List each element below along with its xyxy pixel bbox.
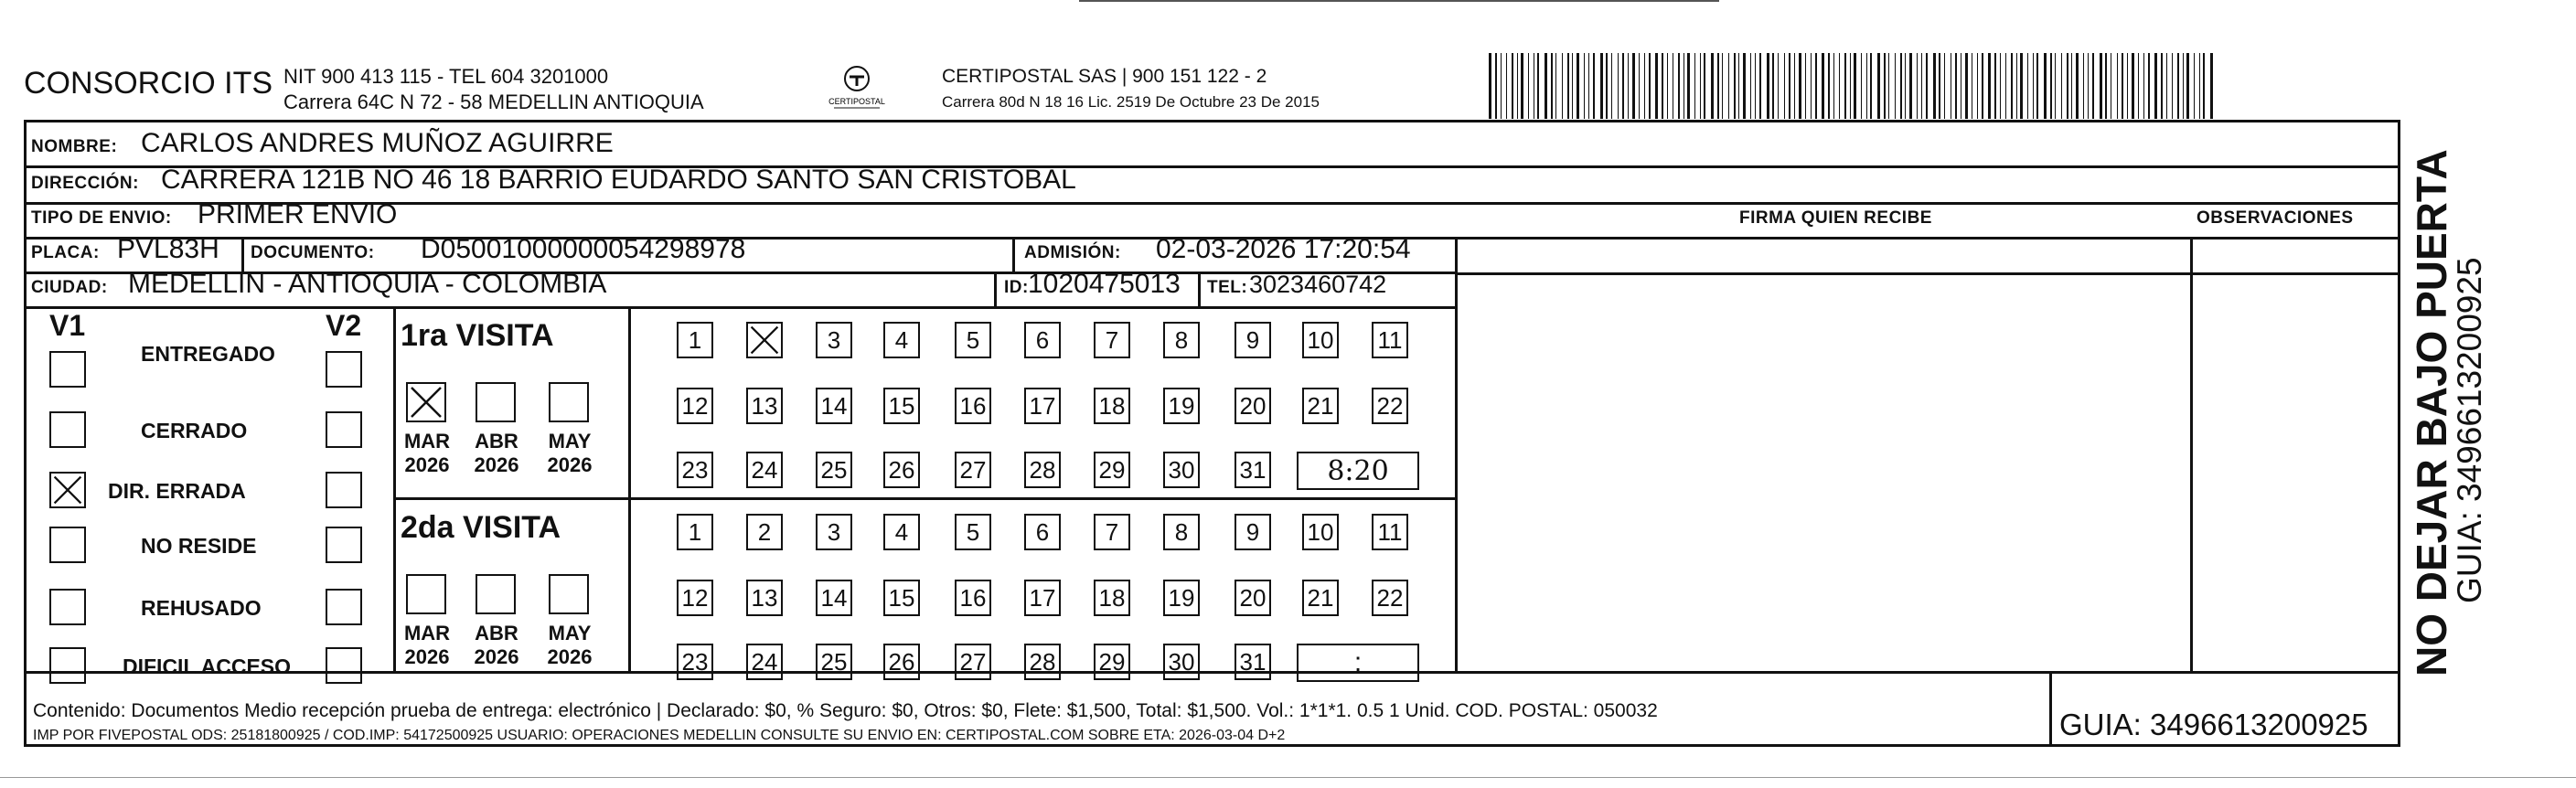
reason-label-5: DIFICIL ACCESO bbox=[123, 655, 292, 678]
v2-checkbox-2[interactable] bbox=[326, 472, 362, 508]
reason-label-3: NO RESIDE bbox=[141, 534, 257, 558]
visit1-day-28[interactable]: 28 bbox=[1024, 452, 1061, 488]
visit1-day-24[interactable]: 24 bbox=[746, 452, 783, 488]
visit1-day-5[interactable]: 5 bbox=[955, 322, 991, 358]
imp-text: IMP POR FIVEPOSTAL ODS: 25181800925 / COD.IMP: 54172500925 USUARIO: OPERACIONES MEDELLIN CONSULTE SU ENVIO EN: CERTIPOSTAL.COM SOBRE ETA: 2026-03-04 D+2 bbox=[33, 728, 1286, 743]
row-divider bbox=[27, 306, 1455, 309]
visit2-day-31[interactable]: 31 bbox=[1235, 644, 1271, 680]
visit1-day-19[interactable]: 19 bbox=[1163, 388, 1200, 424]
side-guia: GUIA: 3496613200925 bbox=[2451, 257, 2488, 603]
visit2-day-6[interactable]: 6 bbox=[1024, 514, 1061, 550]
visit2-day-16[interactable]: 16 bbox=[955, 580, 991, 616]
v1-checkbox-1[interactable] bbox=[49, 411, 86, 448]
visit1-day-20[interactable]: 20 bbox=[1235, 388, 1271, 424]
visit1-time-box[interactable]: 8:20 bbox=[1297, 452, 1419, 490]
cut-line bbox=[0, 777, 2576, 778]
visit1-month-label-mar: MAR 2026 bbox=[403, 430, 451, 476]
visit2-day-22[interactable]: 22 bbox=[1372, 580, 1408, 616]
company-contact bbox=[283, 64, 704, 115]
visit2-day-4[interactable]: 4 bbox=[883, 514, 920, 550]
obs-header-divider bbox=[2049, 237, 2398, 240]
v1-checkbox-0[interactable] bbox=[49, 351, 86, 388]
nit-line: NIT 900 413 115 - TEL 604 3201000 bbox=[283, 65, 609, 88]
visit1-day-13[interactable]: 13 bbox=[746, 388, 783, 424]
visit2-title: 2da VISITA bbox=[401, 510, 561, 545]
visit1-day-21[interactable]: 21 bbox=[1302, 388, 1339, 424]
placa-label: PLACA: bbox=[31, 243, 100, 262]
v1-label: V1 bbox=[49, 309, 86, 342]
visit2-day-18[interactable]: 18 bbox=[1094, 580, 1130, 616]
visit1-day-3[interactable]: 3 bbox=[816, 322, 852, 358]
visit1-day-4[interactable]: 4 bbox=[883, 322, 920, 358]
visit2-day-8[interactable]: 8 bbox=[1163, 514, 1200, 550]
tipo-value: PRIMER ENVIO bbox=[198, 199, 398, 229]
visit2-day-26[interactable]: 26 bbox=[883, 644, 920, 680]
visit2-day-25[interactable]: 25 bbox=[816, 644, 852, 680]
footer-guia: GUIA: 3496613200925 bbox=[2059, 708, 2368, 741]
visit1-day-7[interactable]: 7 bbox=[1094, 322, 1130, 358]
id-label: ID: bbox=[1004, 278, 1029, 297]
visit2-day-21[interactable]: 21 bbox=[1302, 580, 1339, 616]
side-warning: NO DEJAR BAJO PUERTA bbox=[2408, 149, 2455, 676]
visit1-month-box-abr[interactable] bbox=[476, 382, 516, 422]
reason-label-0: ENTREGADO bbox=[141, 342, 275, 366]
visit2-month-box-abr[interactable] bbox=[476, 574, 516, 614]
visit1-month-box-may[interactable] bbox=[549, 382, 589, 422]
v2-checkbox-4[interactable] bbox=[326, 589, 362, 625]
footer-divider bbox=[27, 671, 2398, 674]
admision-label: ADMISIÓN: bbox=[1024, 243, 1121, 262]
col-divider bbox=[241, 237, 244, 273]
visit2-day-13[interactable]: 13 bbox=[746, 580, 783, 616]
certipostal-logo bbox=[825, 64, 889, 112]
company-name: CONSORCIO ITS bbox=[24, 66, 273, 101]
visit2-day-30[interactable]: 30 bbox=[1163, 644, 1200, 680]
logo-text: CERTIPOSTAL bbox=[828, 97, 885, 106]
visit2-day-28[interactable]: 28 bbox=[1024, 644, 1061, 680]
visit1-day-15[interactable]: 15 bbox=[883, 388, 920, 424]
v1-checkbox-3[interactable] bbox=[49, 527, 86, 563]
nombre-value: CARLOS ANDRES MUÑOZ AGUIRRE bbox=[141, 128, 614, 158]
visit1-day-22[interactable]: 22 bbox=[1372, 388, 1408, 424]
visit2-time-box[interactable]: : bbox=[1297, 644, 1419, 682]
documento-label: DOCUMENTO: bbox=[251, 243, 375, 262]
v2-checkbox-1[interactable] bbox=[326, 411, 362, 448]
col-divider bbox=[628, 306, 631, 672]
v2-checkbox-0[interactable] bbox=[326, 351, 362, 388]
visit1-day-29[interactable]: 29 bbox=[1094, 452, 1130, 488]
visit1-day-25[interactable]: 25 bbox=[816, 452, 852, 488]
visit1-day-2[interactable] bbox=[746, 322, 783, 358]
visit2-month-label-mar: MAR 2026 bbox=[403, 622, 451, 668]
visit1-day-9[interactable]: 9 bbox=[1235, 322, 1271, 358]
visit2-day-20[interactable]: 20 bbox=[1235, 580, 1271, 616]
reason-label-1: CERRADO bbox=[141, 419, 248, 442]
direccion-value: CARRERA 121B NO 46 18 BARRIO EUDARDO SANTO SAN CRISTOBAL bbox=[161, 165, 1076, 195]
visit1-day-8[interactable]: 8 bbox=[1163, 322, 1200, 358]
visit2-month-box-mar[interactable] bbox=[406, 574, 446, 614]
col-divider bbox=[2049, 671, 2052, 747]
tipo-label: TIPO DE ENVIO: bbox=[31, 208, 172, 228]
visit2-day-5[interactable]: 5 bbox=[955, 514, 991, 550]
visit1-day-10[interactable]: 10 bbox=[1302, 322, 1339, 358]
visit2-day-23[interactable]: 23 bbox=[677, 644, 713, 680]
certipostal-nit: CERTIPOSTAL SAS | 900 151 122 - 2 bbox=[942, 66, 1267, 87]
v1-checkbox-2[interactable] bbox=[49, 472, 86, 508]
visit1-day-1[interactable]: 1 bbox=[677, 322, 713, 358]
v2-label: V2 bbox=[326, 309, 362, 342]
col-divider bbox=[1455, 237, 1458, 671]
visit-divider bbox=[393, 497, 1455, 500]
visit1-day-23[interactable]: 23 bbox=[677, 452, 713, 488]
visit2-day-29[interactable]: 29 bbox=[1094, 644, 1130, 680]
visit2-day-11[interactable]: 11 bbox=[1372, 514, 1408, 550]
v2-checkbox-5[interactable] bbox=[326, 647, 362, 684]
visit1-day-30[interactable]: 30 bbox=[1163, 452, 1200, 488]
visit1-day-12[interactable]: 12 bbox=[677, 388, 713, 424]
nombre-label: NOMBRE: bbox=[31, 137, 118, 156]
visit1-month-box-mar[interactable] bbox=[406, 382, 446, 422]
id-value: 1020475013 bbox=[1028, 269, 1181, 299]
col-divider bbox=[1012, 237, 1015, 273]
observaciones-label: OBSERVACIONES bbox=[2197, 208, 2354, 228]
firma-header-divider bbox=[1455, 237, 2049, 240]
contenido-text: Contenido: Documentos Medio recepción prueba de entrega: electrónico | Declarado: $0, % Seguro: $0, Otros: $0, Flete: $1,500, Total: $1,500. Vol.: 1*1*1. 0.5 1 Unid. COD. POSTAL: 050032 bbox=[33, 700, 1658, 721]
visit1-day-18[interactable]: 18 bbox=[1094, 388, 1130, 424]
visit2-day-24[interactable]: 24 bbox=[746, 644, 783, 680]
col-divider bbox=[2190, 237, 2193, 671]
v2-checkbox-3[interactable] bbox=[326, 527, 362, 563]
visit1-day-6[interactable]: 6 bbox=[1024, 322, 1061, 358]
certipostal-address: Carrera 80d N 18 16 Lic. 2519 De Octubre 23 De 2015 bbox=[942, 93, 1320, 111]
reason-label-2: DIR. ERRADA bbox=[108, 479, 246, 503]
visit2-month-label-abr: ABR 2026 bbox=[474, 622, 519, 668]
visit2-month-box-may[interactable] bbox=[549, 574, 589, 614]
v1-checkbox-5[interactable] bbox=[49, 647, 86, 684]
visit2-day-27[interactable]: 27 bbox=[955, 644, 991, 680]
visit1-day-27[interactable]: 27 bbox=[955, 452, 991, 488]
address-line: Carrera 64C N 72 - 58 MEDELLIN ANTIOQUIA bbox=[283, 91, 704, 113]
visit1-day-17[interactable]: 17 bbox=[1024, 388, 1061, 424]
admision-value: 02-03-2026 17:20:54 bbox=[1156, 234, 1411, 264]
visit1-month-label-abr: ABR 2026 bbox=[474, 430, 519, 476]
col-divider bbox=[994, 272, 997, 308]
visit2-day-9[interactable]: 9 bbox=[1235, 514, 1271, 550]
visit2-day-2[interactable]: 2 bbox=[746, 514, 783, 550]
visit1-title: 1ra VISITA bbox=[401, 318, 554, 353]
documento-value: D05001000000054298978 bbox=[421, 234, 746, 264]
visit2-day-10[interactable]: 10 bbox=[1302, 514, 1339, 550]
tel-label: TEL: bbox=[1207, 278, 1248, 297]
ciudad-value: MEDELLIN - ANTIOQUIA - COLOMBIA bbox=[128, 269, 607, 299]
ciudad-label: CIUDAD: bbox=[31, 278, 108, 297]
reason-label-4: REHUSADO bbox=[141, 596, 262, 620]
visit2-day-12[interactable]: 12 bbox=[677, 580, 713, 616]
visit2-day-17[interactable]: 17 bbox=[1024, 580, 1061, 616]
firma-label: FIRMA QUIEN RECIBE bbox=[1739, 208, 1932, 228]
visit2-month-label-may: MAY 2026 bbox=[547, 622, 593, 668]
barcode bbox=[1489, 53, 2217, 119]
visit2-day-19[interactable]: 19 bbox=[1163, 580, 1200, 616]
direccion-label: DIRECCIÓN: bbox=[31, 174, 139, 193]
placa-value: PVL83H bbox=[117, 234, 219, 264]
signature-header-underline bbox=[1455, 272, 2398, 275]
tel-value: 3023460742 bbox=[1249, 271, 1387, 298]
visit1-day-31[interactable]: 31 bbox=[1235, 452, 1271, 488]
visit1-month-label-may: MAY 2026 bbox=[547, 430, 593, 476]
v1-checkbox-4[interactable] bbox=[49, 589, 86, 625]
certipostal-info bbox=[942, 64, 1320, 115]
visit1-day-14[interactable]: 14 bbox=[816, 388, 852, 424]
visit2-day-14[interactable]: 14 bbox=[816, 580, 852, 616]
visit1-day-16[interactable]: 16 bbox=[955, 388, 991, 424]
visit1-day-11[interactable]: 11 bbox=[1372, 322, 1408, 358]
visit2-day-1[interactable]: 1 bbox=[677, 514, 713, 550]
col-divider bbox=[1198, 272, 1201, 308]
visit2-day-7[interactable]: 7 bbox=[1094, 514, 1130, 550]
visit2-day-15[interactable]: 15 bbox=[883, 580, 920, 616]
visit2-day-3[interactable]: 3 bbox=[816, 514, 852, 550]
col-divider bbox=[393, 306, 396, 672]
visit1-day-26[interactable]: 26 bbox=[883, 452, 920, 488]
top-border-line bbox=[1079, 0, 1719, 2]
